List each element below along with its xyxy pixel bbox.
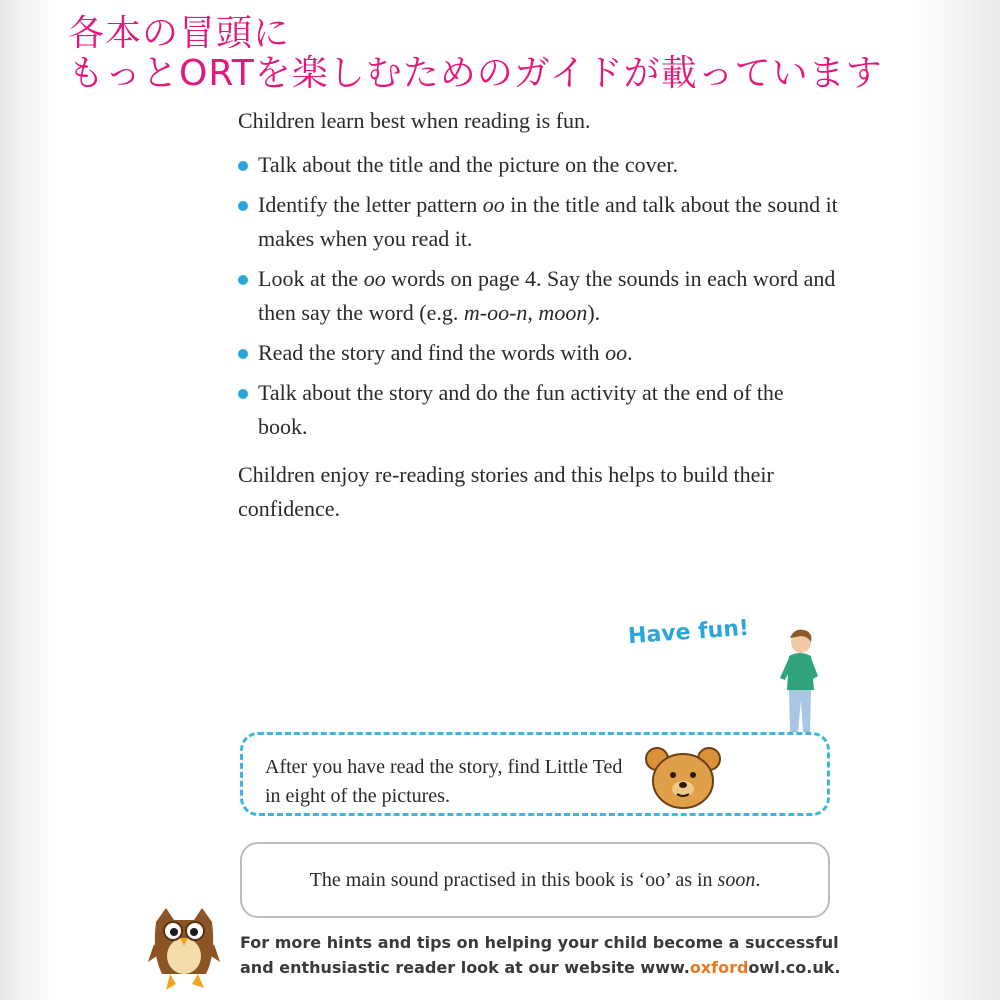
- footer-website-note: [240, 930, 860, 980]
- footer-brand-oxford: oxford: [689, 958, 749, 977]
- have-fun-heading: Have fun!: [627, 615, 750, 650]
- main-sound-box: [240, 842, 830, 918]
- footer-domain: .co.uk.: [779, 958, 841, 977]
- bullet-dot-icon: [238, 349, 248, 359]
- bullet-item: [238, 262, 838, 330]
- bullet-text: Talk about the story and do the fun activity at the end of the book.: [258, 380, 784, 439]
- main-sound-post: .: [755, 869, 761, 891]
- find-ted-activity-box: [240, 732, 830, 816]
- overlay-caption-line-1: 各本の冒頭に: [68, 13, 291, 54]
- bullet-emphasis: oo: [482, 192, 505, 217]
- bullet-dot-icon: [238, 275, 248, 285]
- guide-bullet-list: [238, 148, 838, 450]
- bullet-emphasis: oo: [605, 340, 628, 365]
- bullet-text-pre: Identify the letter pattern: [258, 192, 483, 217]
- owl-mascot-icon: [146, 904, 222, 996]
- footer-text: For more hints and tips on helping your child become a successful and enthusiastic reader look at our website www.: [240, 933, 839, 977]
- bullet-text-post: .: [627, 340, 633, 365]
- outro-paragraph: Children enjoy re-reading stories and this helps to build their confidence.: [238, 462, 774, 521]
- bullet-item: [238, 336, 838, 370]
- bullet-item: [238, 188, 838, 256]
- bullet-dot-icon: [238, 201, 248, 211]
- teddy-bear-icon: [643, 745, 723, 811]
- bullet-text-pre: Read the story and find the words with: [258, 340, 606, 365]
- bullet-text: Talk about the title and the picture on the cover.: [258, 152, 678, 177]
- intro-paragraph: Children learn best when reading is fun.: [238, 108, 591, 133]
- bullet-emphasis: oo: [363, 266, 386, 291]
- footer-brand-owl: owl: [748, 958, 780, 977]
- bullet-text-post: in the title and talk about the sound it makes when you read it.: [258, 192, 838, 251]
- page-edge-right: [910, 0, 1000, 1000]
- find-ted-text: After you have read the story, find Little Ted in eight of the pictures.: [265, 756, 623, 807]
- bullet-text-post: words on page 4. Say the sounds in each word and then say the word (e.g.: [258, 266, 836, 325]
- main-sound-text: [242, 866, 828, 894]
- bullet-text-pre: Look at the: [258, 266, 364, 291]
- bullet-dot-icon: [238, 161, 248, 171]
- bullet-example: m-oo-n, moon: [463, 300, 588, 325]
- main-sound-pre: The main sound practised in this book is ‘oo’ as in: [309, 869, 718, 891]
- main-sound-example: soon: [717, 869, 756, 891]
- overlay-caption-line-2: もっとORTを楽しむためのガイドが載っています: [68, 53, 883, 94]
- bullet-item: [238, 148, 838, 182]
- bullet-dot-icon: [238, 389, 248, 399]
- boy-illustration: [770, 628, 830, 746]
- bullet-item: [238, 376, 838, 444]
- page-edge-left: [0, 0, 60, 1000]
- bullet-text-end: ).: [587, 300, 601, 325]
